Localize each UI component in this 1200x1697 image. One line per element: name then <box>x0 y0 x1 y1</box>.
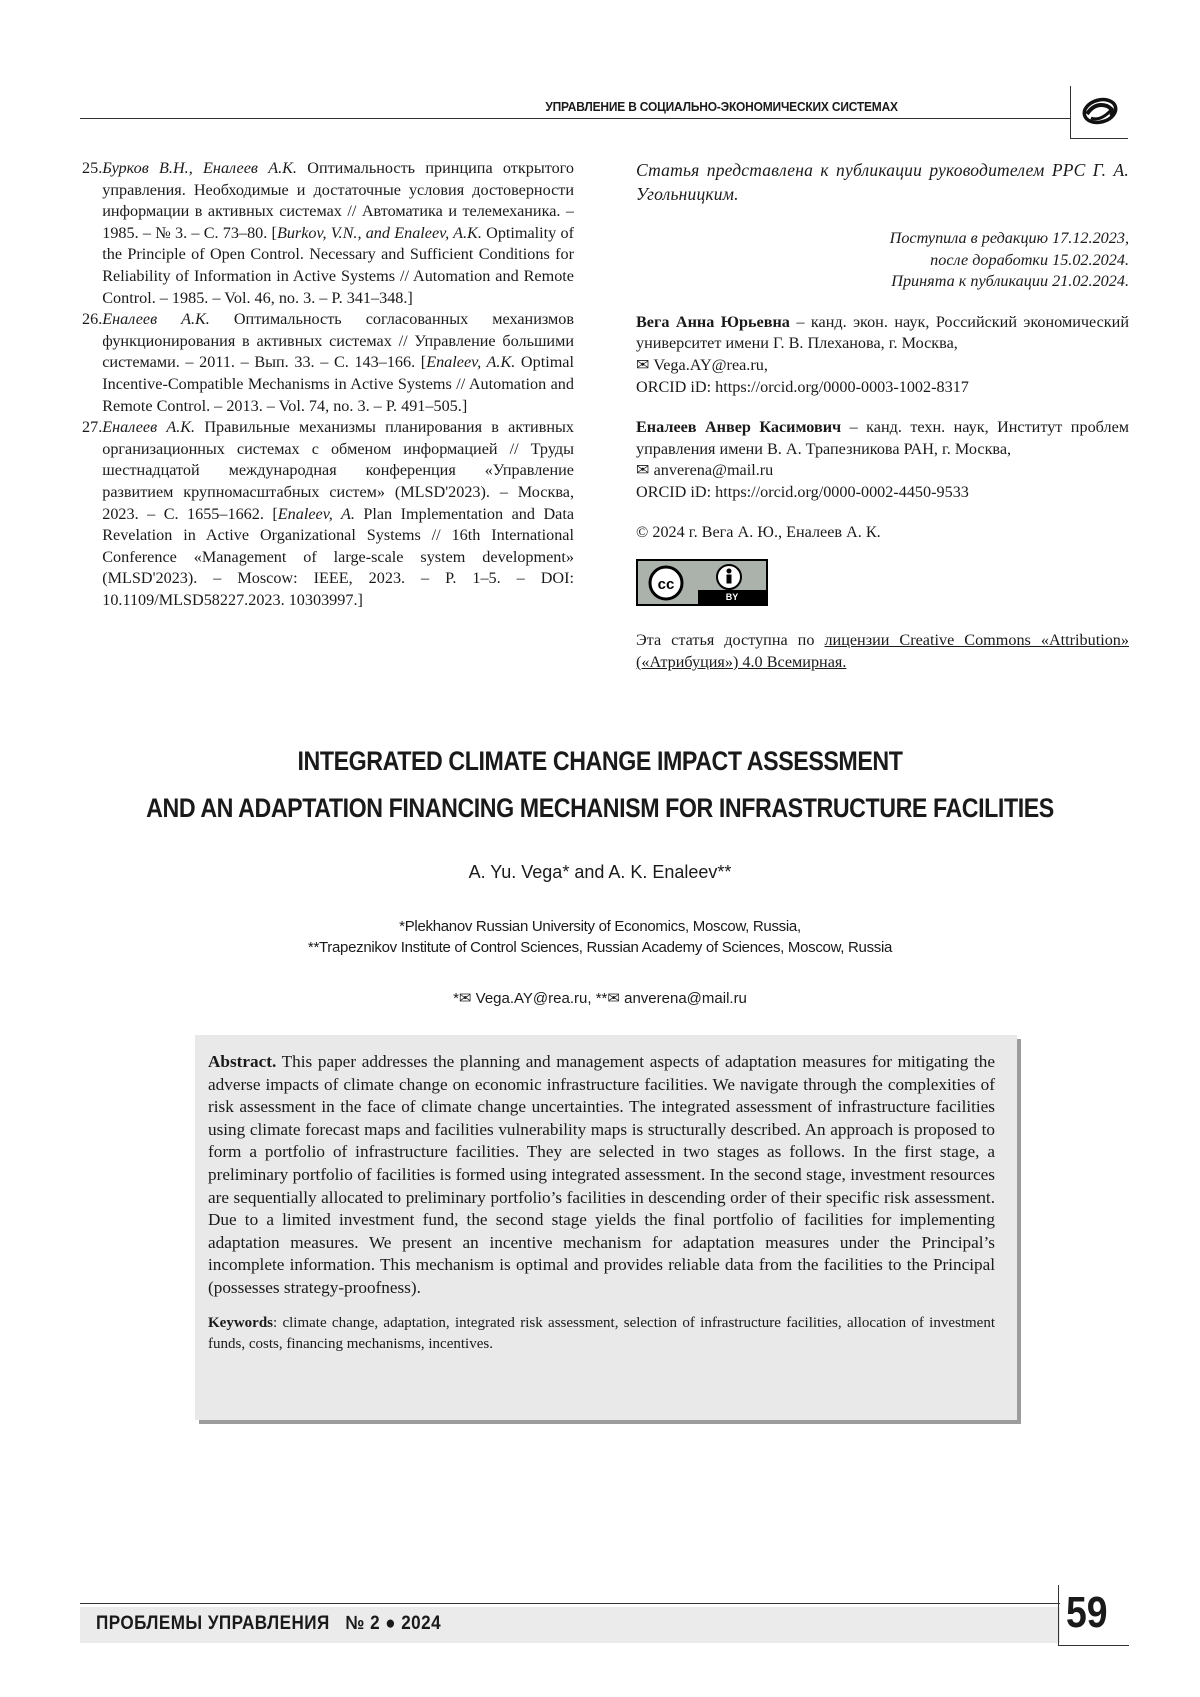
reference-text: Правильные механизмы планирования в активных организационных системах с обменом информацией // Труды шестнадцатой международная конференция «Управление развитием крупномасштабных систем» (MLSD'2023). – Москва, 2023. – С. 1655–1662. [ <box>102 418 574 523</box>
reference-en-authors: Enaleev, A.K. <box>426 353 516 372</box>
keywords <box>208 1313 995 1355</box>
by-label: BY <box>698 590 766 604</box>
page-number: 59 <box>1066 1588 1108 1637</box>
author-bio <box>636 417 1129 503</box>
reference-en-authors: Enaleev, A. <box>277 504 355 523</box>
accepted-date: Принята к публикации 21.02.2024. <box>891 272 1129 291</box>
mail-icon: ✉ <box>636 461 650 480</box>
author-info: – канд. экон. наук, Российский экономический университет имени Г. В. Плеханова, г. Москва, <box>636 312 1129 353</box>
reference-number: 26. <box>82 310 103 329</box>
presented-note: Статья представлена к публикации руководителем РРС Г. А. Угольницким. <box>636 160 1129 204</box>
copyright-line: © 2024 г. Вега А. Ю., Еналеев А. К. <box>636 522 881 541</box>
email-2[interactable]: anverena@mail.ru <box>619 990 747 1007</box>
abstract-text: This paper addresses the planning and management aspects of adaptation measures for mitigating the adverse impacts of climate change on economic infrastructure facilities. We navigate through the complexities of risk assessment in the face of climate change uncertainties. The integrated assessment of infrastructure facilities using climate forecast maps and facilities vulnerability maps is structurally described. An approach is proposed to form a portfolio of infrastructure facilities. They are selected in two stages as follows. In the first stage, a preliminary portfolio of facilities is formed using integrated assessment. In the second stage, investment resources are sequentially allocated to preliminary portfolio’s facilities in descending order of their specific risk assessment. Due to a limited investment fund, the second stage yields the final portfolio of facilities for implementing adaptation measures. We present an incentive mechanism for adaptation measures under the Principal’s incomplete information. This mechanism is optimal and provides reliable data from the facilities to the Principal (possesses strategy-proofness). <box>208 1052 995 1297</box>
person-icon <box>714 562 744 592</box>
journal-logo-icon <box>1081 94 1119 128</box>
journal-logo-box <box>1070 86 1128 139</box>
email-marker: * <box>453 990 459 1007</box>
submission-dates <box>636 228 1129 293</box>
license-text <box>636 630 1129 673</box>
reference-number: 25. <box>82 159 103 177</box>
english-authors: A. Yu. Vega* and A. K. Enaleev** <box>468 862 732 882</box>
cc-icon <box>646 561 690 605</box>
reference-item <box>82 158 574 309</box>
keywords-text: : climate change, adaptation, integrated risk assessment, selection of infrastructure facilities, allocation of investment funds, costs, financing mechanisms, incentives. <box>208 1314 995 1352</box>
reference-item <box>82 309 574 417</box>
reference-authors: Бурков В.Н., Еналеев А.К. <box>102 159 297 177</box>
author-email[interactable]: Vega.AY@rea.ru, <box>653 355 768 374</box>
reference-en-text: Optimality of the Principle of Open Control. Necessary and Sufficient Conditions for Reliability of Information in Active Systems // Automation and Remote Control. – 1985. – Vol. 46, no. 3. – P. 341–348.] <box>102 223 574 307</box>
author-info: – канд. техн. наук, Институт проблем управления имени В. А. Трапезникова РАН, г. Москва, <box>636 418 1129 458</box>
journal-footer: ПРОБЛЕМЫ УПРАВЛЕНИЯ № 2 ● 2024 <box>96 1613 442 1634</box>
cc-by-badge[interactable] <box>636 559 768 606</box>
abstract-label: Abstract. <box>208 1052 277 1071</box>
english-title-line-1: INTEGRATED CLIMATE CHANGE IMPACT ASSESSMENT <box>297 746 903 776</box>
author-name: Еналеев Анвер Касимович <box>636 418 842 437</box>
running-header: УПРАВЛЕНИЕ В СОЦИАЛЬНО-ЭКОНОМИЧЕСКИХ СИСТЕМАХ <box>545 99 898 114</box>
email-1[interactable]: Vega.AY@rea.ru, <box>471 990 596 1007</box>
mail-icon: ✉ <box>636 355 650 374</box>
mail-icon: ✉ <box>607 990 620 1007</box>
article-info-column <box>636 158 1129 673</box>
reference-en-authors: Burkov, V.N., and Enaleev, A.K. <box>276 223 482 242</box>
mail-icon: ✉ <box>458 990 472 1007</box>
affiliation-1: *Plekhanov Russian University of Economics, Moscow, Russia, <box>399 918 801 935</box>
reference-number: 27. <box>82 418 103 437</box>
svg-text:cc: cc <box>657 576 675 594</box>
reference-item <box>82 417 574 611</box>
reference-authors: Еналеев А.К. <box>102 418 196 437</box>
author-name: Вега Анна Юрьевна <box>636 312 790 331</box>
english-emails <box>0 989 1200 1007</box>
reference-authors: Еналеев А.К. <box>102 310 210 329</box>
english-title-line-2: AND AN ADAPTATION FINANCING MECHANISM FOR INFRASTRUCTURE FACILITIES <box>146 793 1054 823</box>
abstract-box <box>195 1035 1017 1420</box>
author-bio <box>636 312 1129 398</box>
footer-rule <box>80 1603 1060 1604</box>
reference-text: Оптимальность принципа открытого управления. Необходимые и достаточные условия достоверности информации в активных системах // Автоматика и телемеханика. – 1985. – № 3. – С. 73–80. [ <box>102 159 574 242</box>
reference-en-text: Plan Implementation and Data Revelation in Active Organizational Systems // 16th International Conference «Management of large-scale system development» (MLSD'2023). – Moscow: IEEE, 2023. – P. 1–5. – DOI: 10.1109/MLSD58227.2023. 10303997.] <box>102 504 575 609</box>
author-email[interactable]: anverena@mail.ru <box>653 461 774 480</box>
references-column <box>82 158 574 611</box>
header-rule <box>80 118 1070 119</box>
author-orcid[interactable]: ORCID iD: https://orcid.org/0000-0003-1002-8317 <box>636 377 969 396</box>
author-orcid[interactable]: ORCID iD: https://orcid.org/0000-0002-4450-9533 <box>636 482 969 501</box>
affiliation-2: **Trapeznikov Institute of Control Sciences, Russian Academy of Sciences, Moscow, Russia <box>307 939 893 956</box>
reference-en-text: Optimal Incentive-Compatible Mechanisms in Active Systems // Automation and Remote Control. – 2013. – Vol. 74, no. 3. – P. 491–505.] <box>102 353 574 415</box>
email-marker: ** <box>595 990 608 1007</box>
reference-text: Оптимальность согласованных механизмов функционирования в активных системах // Управление большими системами. – 2011. – Вып. 33. – С. 143–166. [ <box>102 310 575 372</box>
keywords-label: Keywords <box>208 1314 273 1331</box>
revised-date: после доработки 15.02.2024. <box>930 250 1129 269</box>
received-date: Поступила в редакцию 17.12.2023, <box>889 229 1129 247</box>
license-link[interactable]: лицензии Creative Commons «Attribution» («Атрибуция») 4.0 Всемирная. <box>636 631 1129 671</box>
license-prefix: Эта статья доступна по <box>636 631 825 650</box>
abstract <box>208 1051 995 1300</box>
